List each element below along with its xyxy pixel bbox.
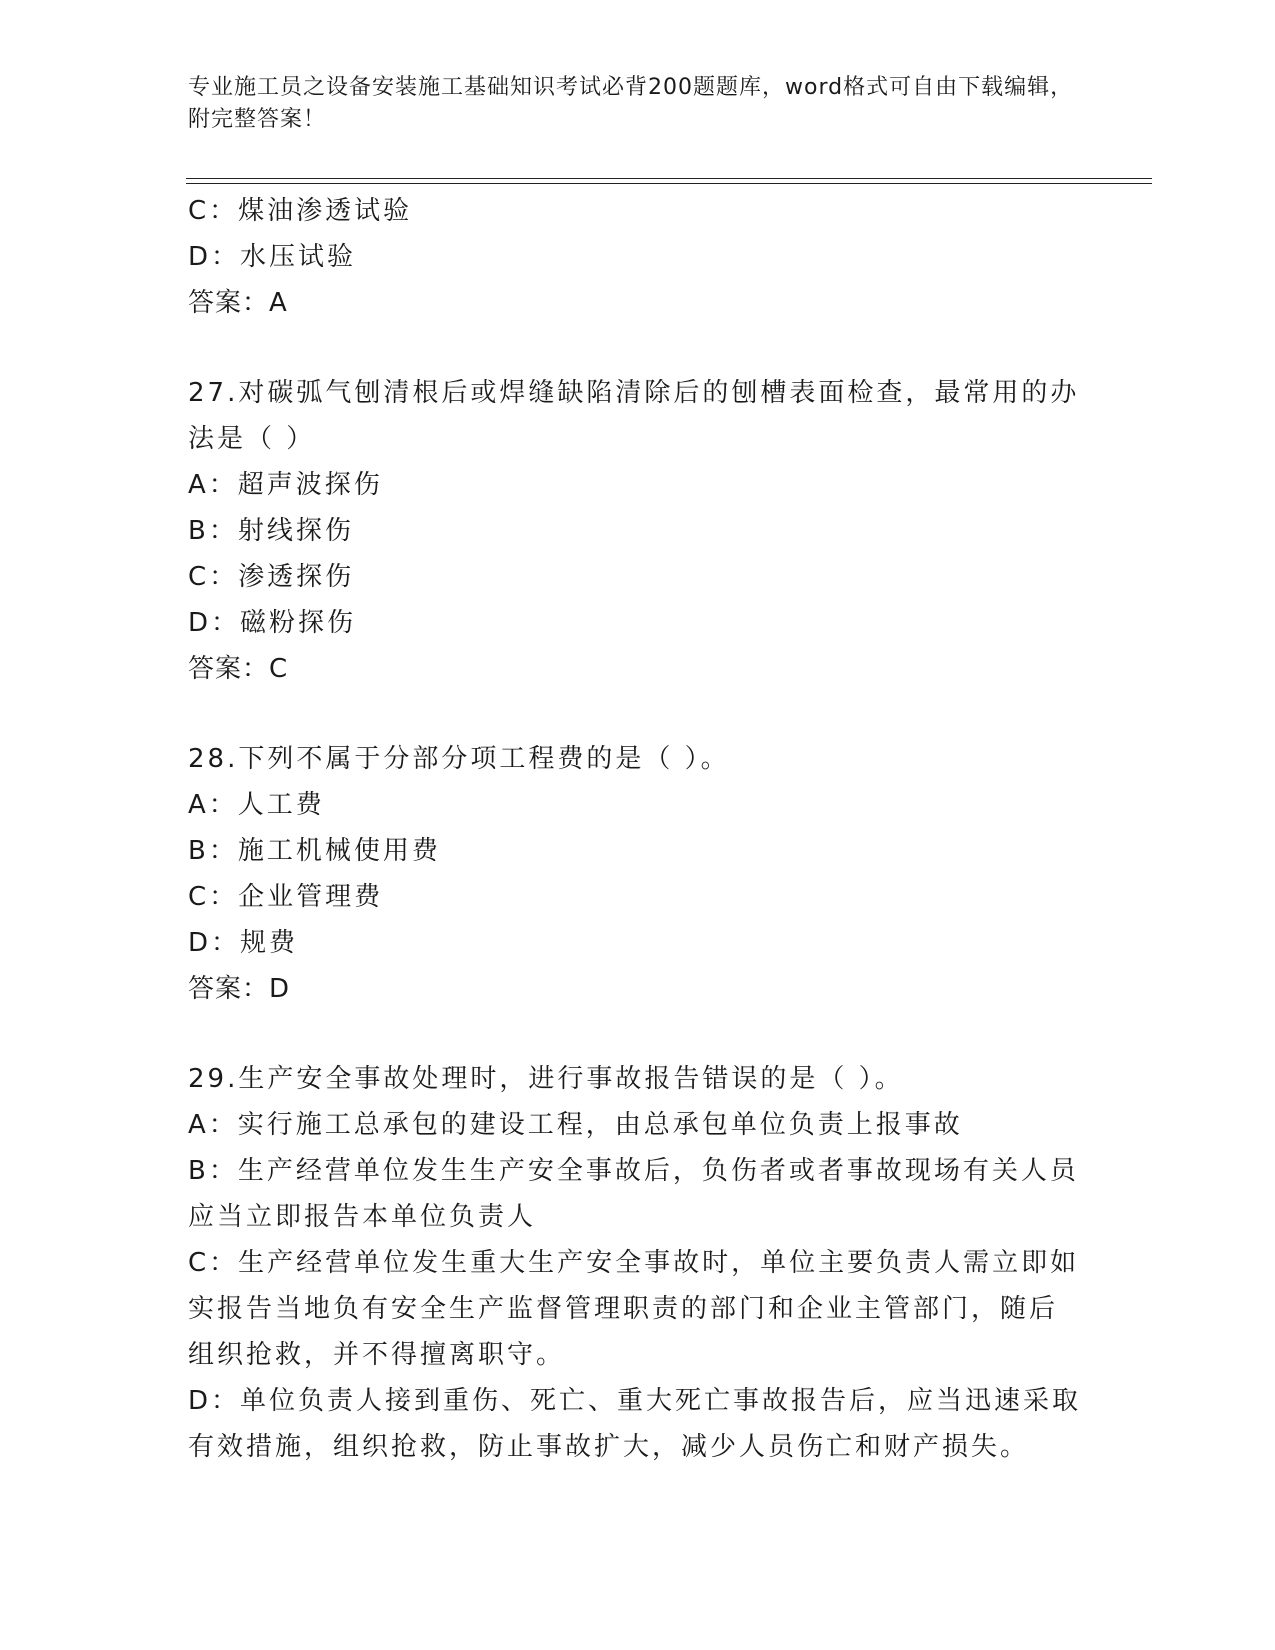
spacer <box>188 326 1088 370</box>
option-b: B：生产经营单位发生生产安全事故后，负伤者或者事故现场有关人员 <box>188 1156 1079 1186</box>
option-a: A：人工费 <box>188 790 325 820</box>
question-stem: 27.对碳弧气刨清根后或焊缝缺陷清除后的刨槽表面检查，最常用的办 <box>188 378 1080 408</box>
option-c: C：渗透探伤 <box>188 562 355 592</box>
option-c-continued: 组织抢救，并不得擅离职守。 <box>188 1340 566 1370</box>
question-29 <box>188 1056 1088 1470</box>
answer-line: 答案：C <box>188 654 289 684</box>
option-b: B：施工机械使用费 <box>188 836 441 866</box>
option-d: D：水压试验 <box>188 242 357 272</box>
question-28 <box>188 736 1088 1012</box>
header-rule-top <box>186 178 1152 179</box>
question-stem: 29.生产安全事故处理时，进行事故报告错误的是（ ）。 <box>188 1064 904 1094</box>
option-d: D：规费 <box>188 928 299 958</box>
question-content <box>188 188 1088 1470</box>
option-a: A：超声波探伤 <box>188 470 383 500</box>
option-b-continued: 应当立即报告本单位负责人 <box>188 1202 537 1232</box>
option-d: D：单位负责人接到重伤、死亡、重大死亡事故报告后，应当迅速采取 <box>188 1386 1082 1416</box>
question-26-continued <box>188 188 1088 326</box>
question-27 <box>188 370 1088 692</box>
spacer <box>188 692 1088 736</box>
option-c: C：生产经营单位发生重大生产安全事故时，单位主要负责人需立即如 <box>188 1248 1080 1278</box>
option-c: C：企业管理费 <box>188 882 384 912</box>
header-rule-bottom <box>186 183 1152 184</box>
answer-line: 答案：A <box>188 288 288 318</box>
spacer <box>188 1012 1088 1056</box>
option-a: A：实行施工总承包的建设工程，由总承包单位负责上报事故 <box>188 1110 963 1140</box>
option-c: C：煤油渗透试验 <box>188 196 413 226</box>
option-d-continued: 有效措施，组织抢救，防止事故扩大，减少人员伤亡和财产损失。 <box>188 1432 1030 1462</box>
question-stem: 法是（ ） <box>188 424 316 454</box>
question-stem: 28.下列不属于分部分项工程费的是（ ）。 <box>188 744 730 774</box>
option-c-continued: 实报告当地负有安全生产监督管理职责的部门和企业主管部门，随后 <box>188 1294 1059 1324</box>
option-d: D：磁粉探伤 <box>188 608 357 638</box>
page-header: 专业施工员之设备安装施工基础知识考试必背200题题库，word格式可自由下载编辑，附完整答案！ <box>188 75 1074 132</box>
answer-line: 答案：D <box>188 974 291 1004</box>
option-b: B：射线探伤 <box>188 516 354 546</box>
